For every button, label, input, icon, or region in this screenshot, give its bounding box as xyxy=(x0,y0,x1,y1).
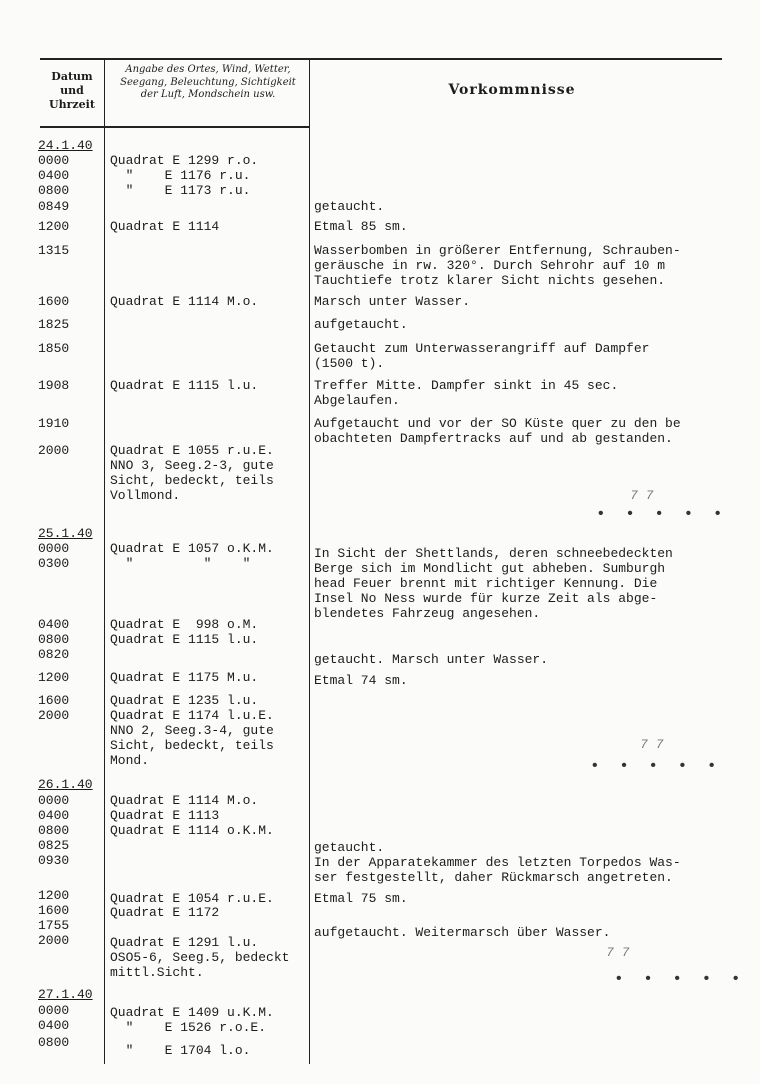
log-time: 1850 xyxy=(38,341,70,356)
position-text: Quadrat E 1299 r.o. xyxy=(110,153,259,168)
log-time: 1910 xyxy=(38,416,70,431)
position-text: " E 1704 l.o. xyxy=(110,1043,251,1058)
position-text: Quadrat E 1409 u.K.M. xyxy=(110,1005,274,1020)
position-text: Quadrat E 1291 l.u. OSO5-6, Seeg.5, bedeckt mittl.Sicht. xyxy=(110,935,290,980)
position-text: " E 1173 r.u. xyxy=(110,183,251,198)
log-time: 0300 xyxy=(38,556,70,571)
log-time: 1315 xyxy=(38,243,70,258)
event-text: Treffer Mitte. Dampfer sinkt in 45 sec. Abgelaufen. xyxy=(314,378,619,408)
date-column-rule xyxy=(104,60,105,1064)
log-time: 0400 xyxy=(38,168,70,183)
event-text: Etmal 74 sm. xyxy=(314,673,408,688)
event-text: Wasserbomben in größerer Entfernung, Schrauben- geräusche in rw. 320°. Durch Sehrohr auf 10 m Tauchtiefe trotz klarer Sicht nichts gesehen. xyxy=(314,243,681,288)
log-time: 0400 xyxy=(38,1018,70,1033)
event-text: getaucht. Marsch unter Wasser. xyxy=(314,652,549,667)
log-time: 1825 xyxy=(38,317,70,332)
position-text: Quadrat E 1114 M.o. xyxy=(110,793,259,808)
position-text: Quadrat E 1114 o.K.M. xyxy=(110,823,274,838)
log-time: 1200 xyxy=(38,219,70,234)
pencil-dots: • • • • • xyxy=(614,970,746,988)
event-text: getaucht. xyxy=(314,199,385,214)
log-date: 26.1.40 xyxy=(38,777,93,792)
log-time: 0400 xyxy=(38,808,70,823)
log-time: 1600 xyxy=(38,294,70,309)
date-header-line: und xyxy=(60,83,84,97)
log-time: 1755 xyxy=(38,918,70,933)
position-text: Quadrat E 1055 r.u.E. NNO 3, Seeg.2-3, gute Sicht, bedeckt, teils Vollmond. xyxy=(110,443,274,503)
event-text: aufgetaucht. Weitermarsch über Wasser. xyxy=(314,925,611,940)
position-text: " E 1176 r.u. xyxy=(110,168,251,183)
pencil-marks: 7 7 xyxy=(630,488,654,503)
log-time: 0800 xyxy=(38,183,70,198)
log-date: 24.1.40 xyxy=(38,138,93,153)
event-text: Etmal 75 sm. xyxy=(314,891,408,906)
log-time: 2000 xyxy=(38,933,70,948)
log-time: 1200 xyxy=(38,670,70,685)
date-header-line: Uhrzeit xyxy=(49,97,95,111)
position-text: Quadrat E 1113 xyxy=(110,808,220,823)
position-text: Quadrat E 1175 M.u. xyxy=(110,670,259,685)
position-text: Quadrat E 1057 o.K.M. xyxy=(110,541,274,556)
log-date: 25.1.40 xyxy=(38,526,93,541)
position-text: " E 1526 r.o.E. xyxy=(110,1020,267,1035)
position-text: Quadrat E 1235 l.u. xyxy=(110,693,259,708)
log-time: 0000 xyxy=(38,793,70,808)
log-time: 2000 xyxy=(38,708,70,723)
position-text: Quadrat E 1114 xyxy=(110,219,220,234)
log-time: 1600 xyxy=(38,903,70,918)
event-text: Marsch unter Wasser. xyxy=(314,294,471,309)
position-text: Quadrat E 1115 l.u. xyxy=(110,378,259,393)
date-header-line: Datum xyxy=(51,70,93,83)
event-text: Etmal 85 sm. xyxy=(314,219,408,234)
place-header-line: der Luft, Mondschein usw. xyxy=(140,89,276,100)
log-time: 0000 xyxy=(38,541,70,556)
position-text: Quadrat E 1114 M.o. xyxy=(110,294,259,309)
event-text: Aufgetaucht und vor der SO Küste quer zu den be obachteten Dampfertracks auf und ab gestanden. xyxy=(314,416,681,446)
place-column-header xyxy=(106,64,310,102)
pencil-dots: • • • • • xyxy=(590,757,722,775)
position-text: Quadrat E 998 o.M. xyxy=(110,617,259,632)
position-text: Quadrat E 1054 r.u.E. xyxy=(110,891,274,906)
place-header-line: Seegang, Beleuchtung, Sichtigkeit xyxy=(120,76,296,88)
pencil-dots: • • • • • xyxy=(596,505,728,523)
log-time: 0800 xyxy=(38,632,70,647)
date-column-header xyxy=(40,70,104,111)
log-time: 0000 xyxy=(38,153,70,168)
log-time: 2000 xyxy=(38,443,70,458)
pencil-marks: 7 7 xyxy=(606,945,630,960)
pencil-marks: 7 7 xyxy=(640,737,664,752)
log-time: 0825 xyxy=(38,838,70,853)
place-column-rule xyxy=(309,60,310,1064)
place-header-line: Angabe des Ortes, Wind, Wetter, xyxy=(125,64,291,75)
position-text: Quadrat E 1174 l.u.E. NNO 2, Seeg.3-4, gute Sicht, bedeckt, teils Mond. xyxy=(110,708,274,768)
log-time: 0849 xyxy=(38,199,70,214)
position-text: Quadrat E 1115 l.u. xyxy=(110,632,259,647)
log-time: 1600 xyxy=(38,693,70,708)
header-bottom-rule xyxy=(40,126,310,128)
event-text: getaucht. xyxy=(314,840,385,855)
log-time: 0930 xyxy=(38,853,70,868)
position-text: Quadrat E 1172 xyxy=(110,905,220,920)
event-text: Getaucht zum Unterwasserangriff auf Dampfer (1500 t). xyxy=(314,341,650,371)
log-time: 1908 xyxy=(38,378,70,393)
log-time: 0820 xyxy=(38,647,70,662)
log-time: 0800 xyxy=(38,1035,70,1050)
log-time: 1200 xyxy=(38,888,70,903)
event-text: In der Apparatekammer des letzten Torpedos Was- ser festgestellt, daher Rückmarsch angetreten. xyxy=(314,855,681,885)
top-rule xyxy=(40,58,722,60)
event-text: aufgetaucht. xyxy=(314,317,408,332)
position-text: " " " xyxy=(110,556,251,571)
event-text: In Sicht der Shettlands, deren schneebedeckten Berge sich im Mondlicht gut abheben. Sumburgh head Feuer brennt mit richtiger Kennung. Die Insel No Ness wurde für kurze Zeit als abge- blendetes Fahrzeug angesehen. xyxy=(314,546,673,621)
log-time: 0800 xyxy=(38,823,70,838)
events-column-header: Vorkommnisse xyxy=(448,82,576,98)
log-date: 27.1.40 xyxy=(38,987,93,1002)
log-time: 0000 xyxy=(38,1003,70,1018)
log-time: 0400 xyxy=(38,617,70,632)
